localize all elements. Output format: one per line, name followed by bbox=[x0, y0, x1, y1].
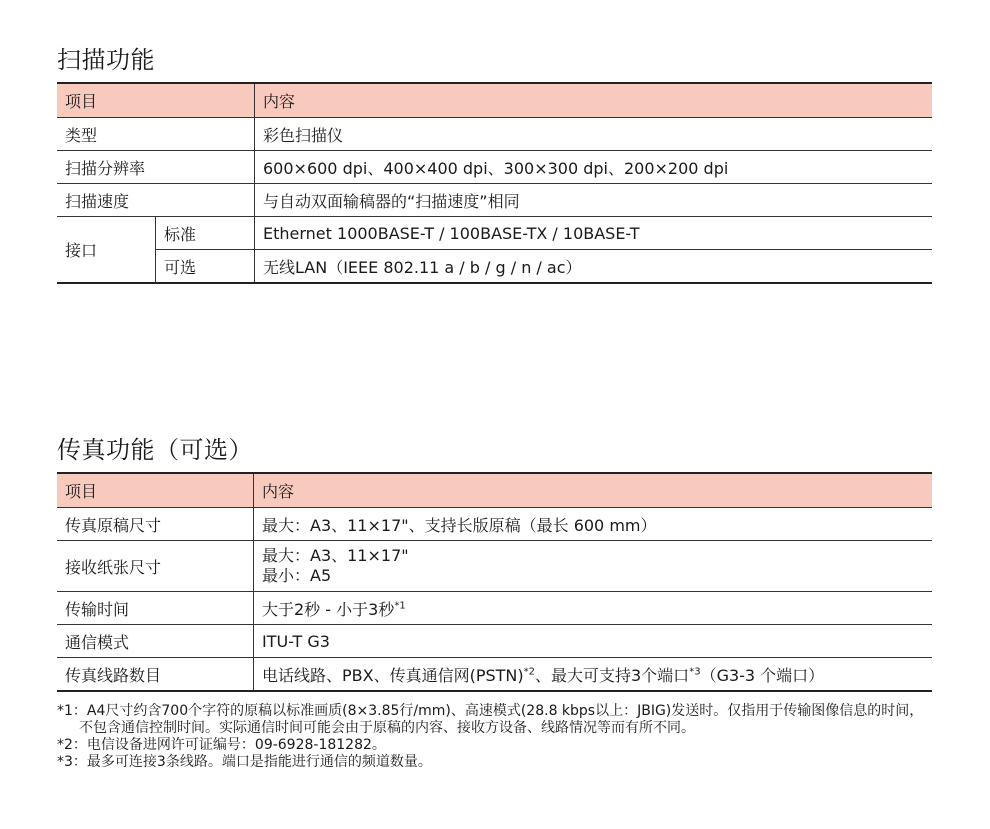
value-line: 最大：A3、11×17" bbox=[262, 546, 409, 565]
row-label: 传输时间 bbox=[57, 592, 254, 625]
row-value: 600×600 dpi、400×400 dpi、300×300 dpi、200×200 dpi bbox=[255, 151, 933, 184]
table-header-row bbox=[57, 83, 932, 118]
row-value: 与自动双面输稿器的“扫描速度”相同 bbox=[255, 184, 933, 217]
footnote-ref: *3 bbox=[689, 666, 701, 678]
value-text: （G3-3 个端口） bbox=[700, 665, 825, 685]
footnote-ref: *2 bbox=[523, 666, 535, 678]
table-row bbox=[57, 118, 932, 151]
scan-section-title: 扫描功能 bbox=[57, 46, 155, 74]
footnote-2: *2：电信设备进网许可证编号：09-6928-181282。 bbox=[57, 737, 386, 753]
table-row bbox=[57, 592, 932, 625]
footnotes bbox=[57, 703, 937, 771]
table-row bbox=[57, 541, 932, 592]
row-label: 类型 bbox=[57, 118, 255, 151]
scan-spec-table bbox=[57, 82, 932, 284]
table-row bbox=[57, 625, 932, 658]
row-label: 扫描速度 bbox=[57, 184, 255, 217]
value-text: 、最大可支持3个端口 bbox=[535, 665, 690, 685]
header-content: 内容 bbox=[254, 473, 933, 508]
header-item: 项目 bbox=[57, 83, 255, 118]
fax-spec-table bbox=[57, 472, 932, 692]
value-text: 电话线路、PBX、传真通信网(PSTN) bbox=[262, 665, 524, 685]
fax-section-title: 传真功能（可选） bbox=[57, 436, 253, 464]
row-value bbox=[254, 658, 933, 692]
table-row bbox=[57, 508, 932, 541]
interface-optional-value: 无线LAN（IEEE 802.11 a / b / g / n / ac） bbox=[255, 250, 933, 284]
row-label: 扫描分辨率 bbox=[57, 151, 255, 184]
table-row bbox=[57, 250, 932, 284]
value-text: 大于2秒 - 小于3秒 bbox=[262, 599, 395, 619]
row-value: 最大：A3、11×17"、支持长版原稿（最长 600 mm） bbox=[254, 508, 933, 541]
table-row bbox=[57, 658, 932, 692]
footnote-1: *1：A4尺寸约含700个字符的原稿以标准画质(8×3.85行/mm)、高速模式(28.8 kbps以上：JBIG)发送时。仅指用于传输图像信息的时间，不包含通信控制时间。实际通信时间可能会由于原稿的内容、接收方设备、线路情况等而有所不同。 bbox=[57, 703, 924, 736]
table-row bbox=[57, 184, 932, 217]
interface-label: 接口 bbox=[57, 217, 156, 284]
row-label: 传真原稿尺寸 bbox=[57, 508, 254, 541]
table-row bbox=[57, 151, 932, 184]
footnote-3: *3：最多可连接3条线路。端口是指能进行通信的频道数量。 bbox=[57, 754, 432, 770]
row-value bbox=[254, 541, 933, 592]
row-value: ITU-T G3 bbox=[254, 625, 933, 658]
interface-optional-label: 可选 bbox=[156, 250, 255, 284]
footnote-ref: *1 bbox=[394, 600, 406, 612]
table-header-row bbox=[57, 473, 932, 508]
header-content: 内容 bbox=[255, 83, 933, 118]
interface-standard-value: Ethernet 1000BASE-T / 100BASE-TX / 10BASE-T bbox=[255, 217, 933, 250]
interface-standard-label: 标准 bbox=[156, 217, 255, 250]
row-label: 通信模式 bbox=[57, 625, 254, 658]
row-label: 传真线路数目 bbox=[57, 658, 254, 692]
table-row bbox=[57, 217, 932, 250]
row-label: 接收纸张尺寸 bbox=[57, 541, 254, 592]
row-value bbox=[254, 592, 933, 625]
header-item: 项目 bbox=[57, 473, 254, 508]
value-line: 最小：A5 bbox=[262, 566, 332, 585]
row-value: 彩色扫描仪 bbox=[255, 118, 933, 151]
